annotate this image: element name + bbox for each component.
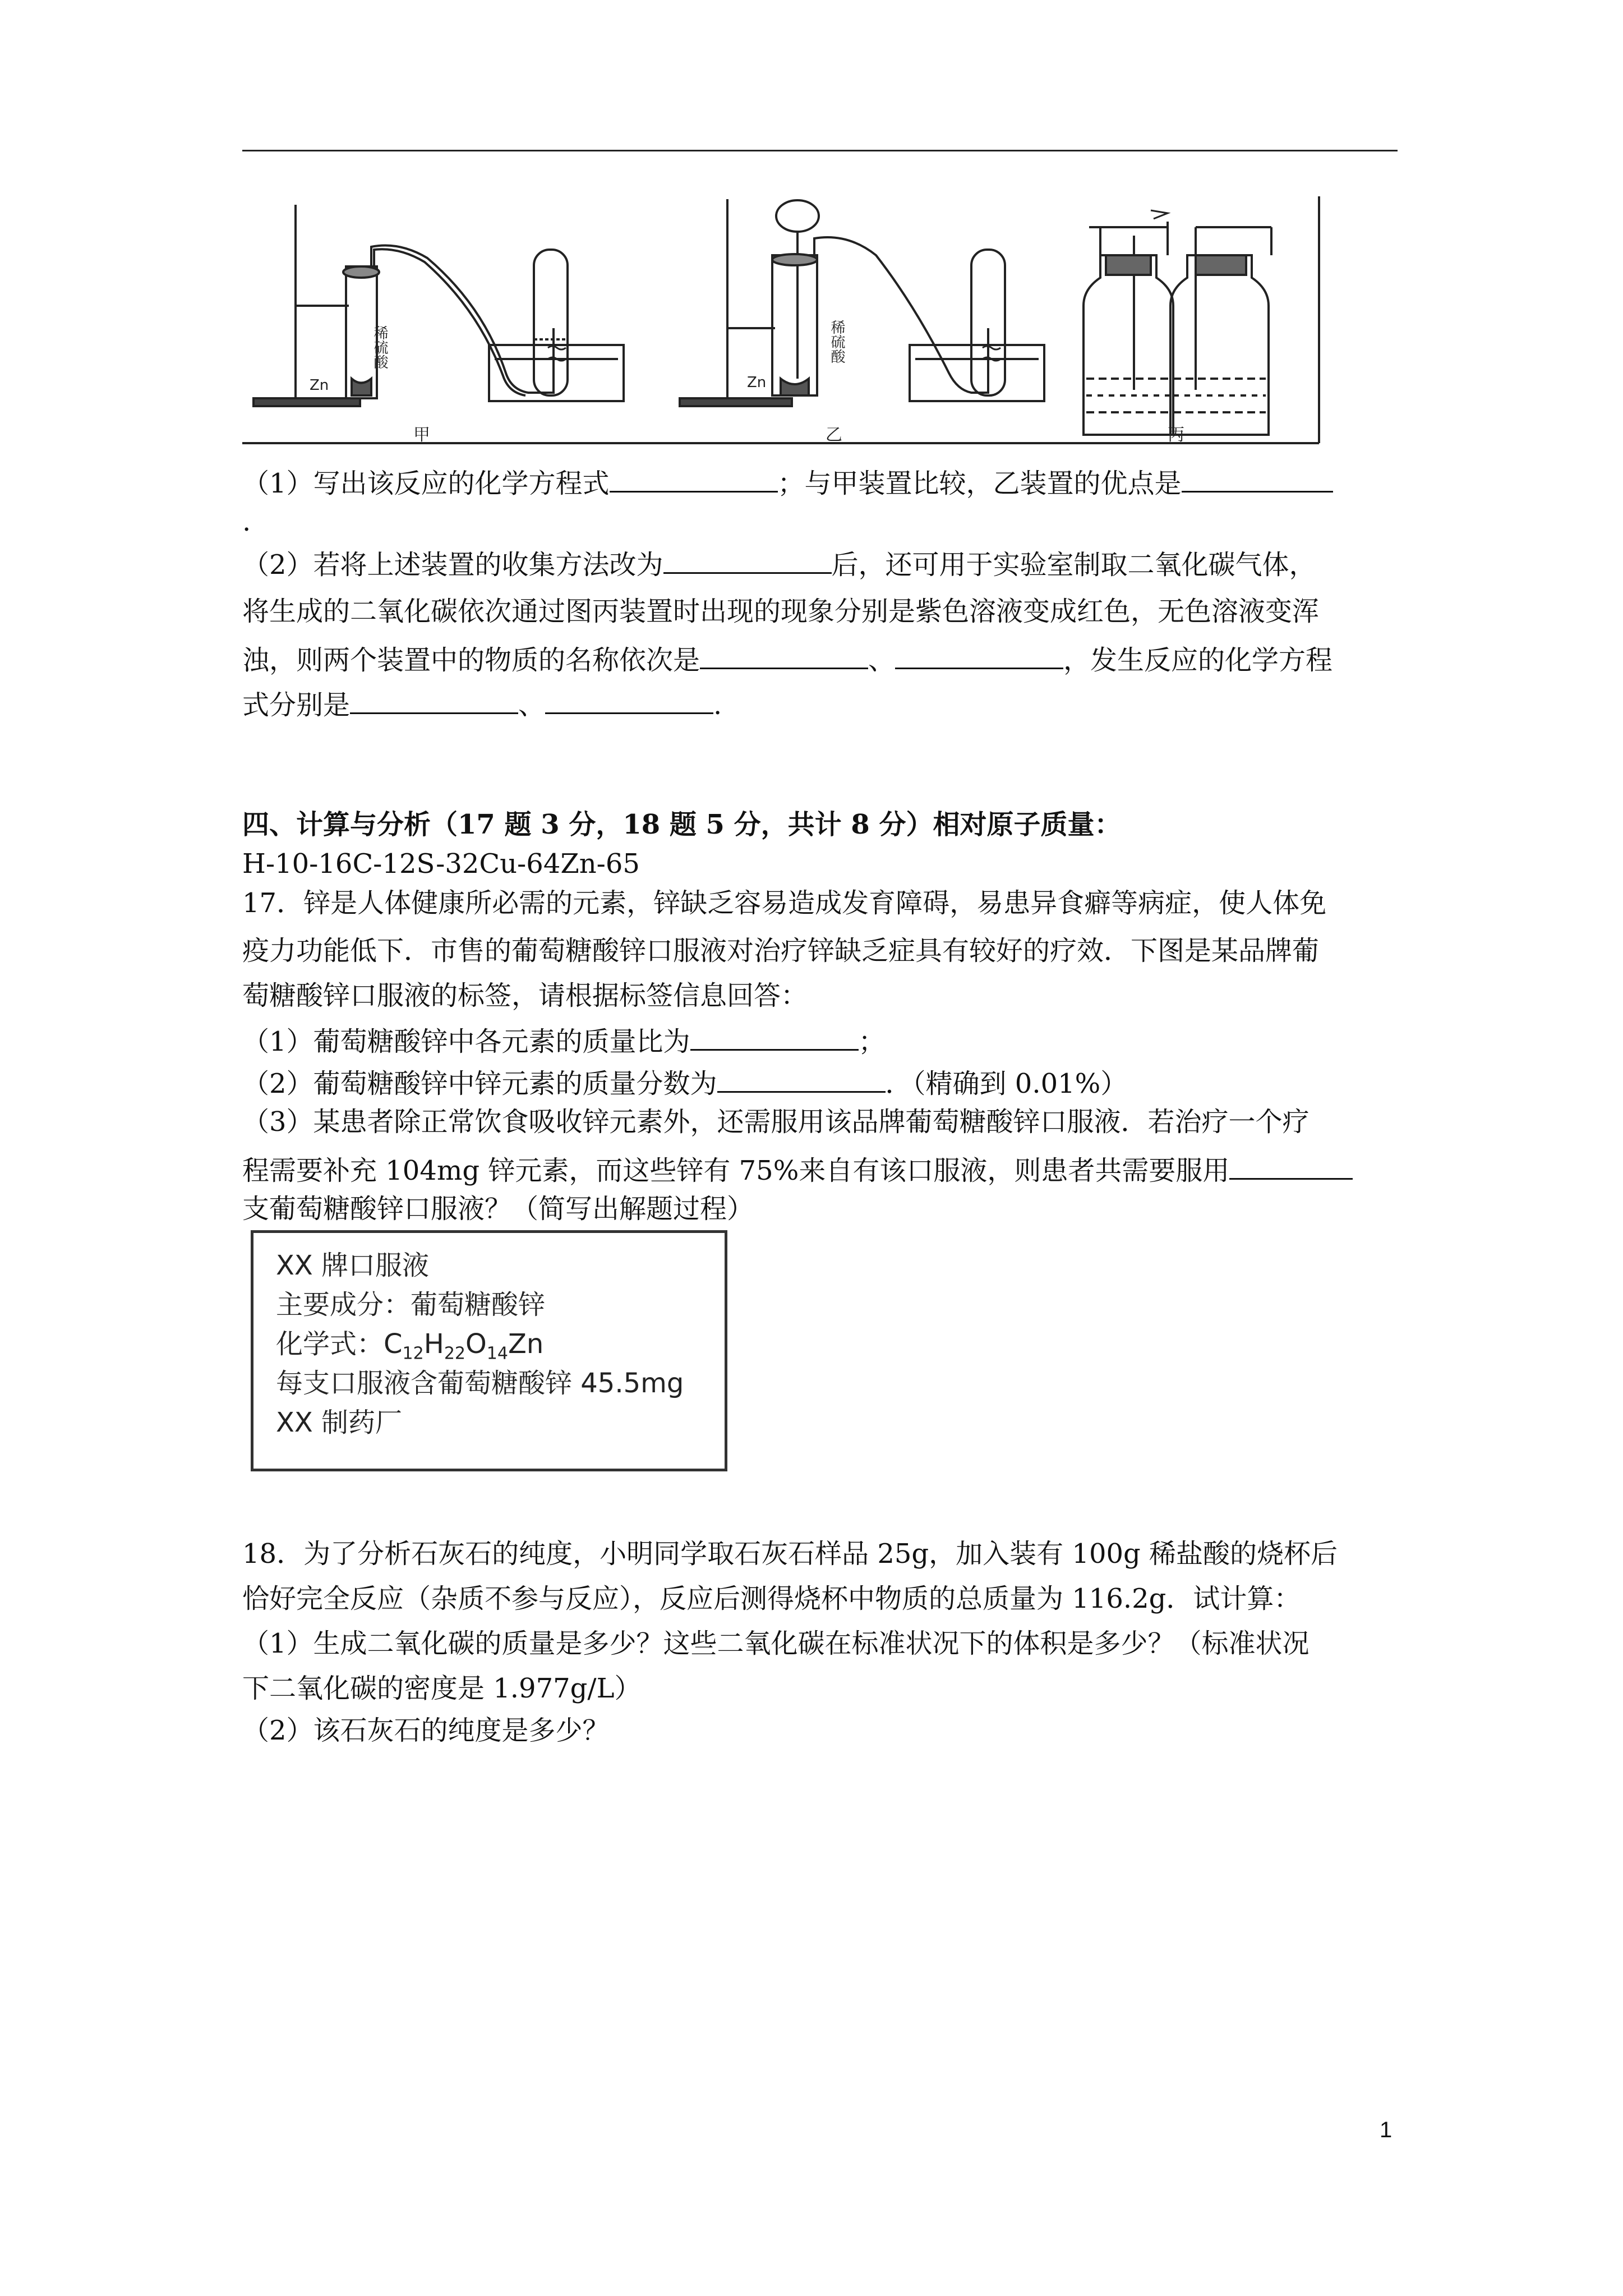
q16-part2-l4 [242, 684, 722, 725]
page-number: 1 [1380, 2118, 1393, 2142]
q17-l2: 疫力功能低下．市售的葡萄糖酸锌口服液对治疗锌缺乏症具有较好的疗效．下图是某品牌葡 [242, 935, 1320, 967]
q18-part1-l2: 下二氧化碳的密度是 1.977g/L） [242, 1673, 642, 1704]
q17-p1-text: （1）葡萄糖酸锌中各元素的质量比为 [242, 1026, 690, 1057]
apparatus-jia [253, 205, 624, 406]
q16-p2-l4b: 、 [518, 689, 546, 721]
q17-p2-blank[interactable] [717, 1063, 886, 1093]
q16-part1-end: . [242, 506, 251, 537]
zinc-label-jia: Zn [310, 377, 329, 394]
q17-part3-l3: 支葡萄糖酸锌口服液？（简写出解题过程） [242, 1193, 754, 1225]
formula-h: H [423, 1328, 444, 1360]
q16-p2-blank5[interactable] [545, 684, 713, 714]
q16-p2-l3a: 浊，则两个装置中的物质的名称依次是 [242, 645, 700, 676]
formula-o-count: 14 [486, 1343, 508, 1364]
q16-p2-l3c: ，发生反应的化学方程 [1063, 645, 1333, 676]
label-jia: 甲 [413, 425, 430, 445]
q17-p2-end: ．（精确到 0.01%） [885, 1068, 1128, 1099]
q16-p2-l3b: 、 [868, 645, 896, 676]
header-rule [242, 150, 1398, 151]
label-content: 每支口服液含葡萄糖酸锌 45.5mg [276, 1368, 684, 1399]
q17-p3-l2-text: 程需要补充 104mg 锌元素，而这些锌有 75%来自有该口服液，则患者共需要服用 [242, 1155, 1230, 1186]
q17-l3: 萄糖酸锌口服液的标签，请根据标签信息回答： [242, 980, 808, 1011]
apparatus-figure [242, 194, 1333, 446]
q16-p1-mid: ；与甲装置比较，乙装置的优点是 [777, 468, 1182, 499]
label-yi: 乙 [826, 425, 842, 445]
q16-p2-l4c: . [713, 689, 722, 721]
label-bing: 丙 [1168, 425, 1184, 445]
q16-p1-blank1[interactable] [610, 463, 778, 493]
q16-part1 [242, 463, 1333, 503]
q17-part1 [242, 1021, 886, 1061]
formula-h-count: 22 [444, 1343, 465, 1364]
q16-p2-blank1[interactable] [663, 544, 832, 574]
q18-part1-l1: （1）生成二氧化碳的质量是多少？这些二氧化碳在标准状况下的体积是多少？（标准状况 [242, 1628, 1310, 1659]
label-maker: XX 制药厂 [276, 1407, 403, 1438]
acid-label-yi: 稀硫酸 [828, 320, 845, 364]
q16-p2-l1a: （2）若将上述装置的收集方法改为 [242, 549, 663, 581]
q16-part2-l3 [242, 639, 1332, 680]
zinc-label-yi: Zn [747, 374, 767, 391]
section4-masses: H-10-16C-12S-32Cu-64Zn-65 [242, 848, 640, 880]
q16-p2-blank2[interactable] [700, 639, 868, 669]
apparatus-yi [680, 199, 1044, 406]
q16-p2-l1b: 后，还可用于实验室制取二氧化碳气体， [831, 549, 1316, 581]
acid-label-jia: 稀硫酸 [371, 325, 388, 369]
label-formula [276, 1327, 543, 1371]
q16-p2-blank4[interactable] [350, 684, 518, 714]
section4-heading: 四、计算与分析（17 题 3 分，18 题 5 分，共计 8 分）相对原子质量： [242, 809, 1122, 840]
q16-part2-l1 [242, 544, 1316, 585]
formula-zn: Zn [508, 1328, 544, 1360]
q17-part3-l1: （3）某患者除正常饮食吸收锌元素外，还需服用该品牌葡萄糖酸锌口服液．若治疗一个疗 [242, 1106, 1310, 1138]
formula-prefix: 化学式：C [276, 1328, 403, 1360]
q18-part2: （2）该石灰石的纯度是多少？ [242, 1715, 610, 1746]
q18-l1: 18．为了分析石灰石的纯度，小明同学取石灰石样品 25g，加入装有 100g 稀盐酸的烧杯后 [242, 1538, 1338, 1570]
q17-l1: 17．锌是人体健康所必需的元素，锌缺乏容易造成发育障碍，易患异食癖等病症，使人体免 [242, 887, 1327, 919]
product-label [251, 1230, 727, 1471]
q17-p1-blank[interactable] [690, 1021, 859, 1051]
label-name: XX 牌口服液 [276, 1250, 430, 1281]
q17-part2 [242, 1063, 1127, 1103]
q17-part3-l2 [242, 1150, 1353, 1190]
label-ingredient: 主要成分：葡萄糖酸锌 [276, 1289, 546, 1320]
q16-p2-blank3[interactable] [895, 639, 1063, 669]
formula-o: O [465, 1328, 487, 1360]
q16-p1-text: （1）写出该反应的化学方程式 [242, 468, 610, 499]
q17-p3-blank[interactable] [1229, 1150, 1353, 1180]
formula-c-count: 12 [402, 1343, 424, 1364]
q16-p2-l4a: 式分别是 [242, 689, 351, 721]
q17-p2-text: （2）葡萄糖酸锌中锌元素的质量分数为 [242, 1068, 717, 1099]
q16-p1-blank2[interactable] [1182, 463, 1333, 493]
q18-l2: 恰好完全反应（杂质不参与反应），反应后测得烧杯中物质的总质量为 116.2g．试计算： [242, 1583, 1301, 1614]
q16-part2-l2: 将生成的二氧化碳依次通过图丙装置时出现的现象分别是紫色溶液变成红色，无色溶液变浑 [242, 596, 1320, 627]
q17-p1-end: ； [858, 1026, 886, 1057]
apparatus-bing [1083, 210, 1271, 435]
